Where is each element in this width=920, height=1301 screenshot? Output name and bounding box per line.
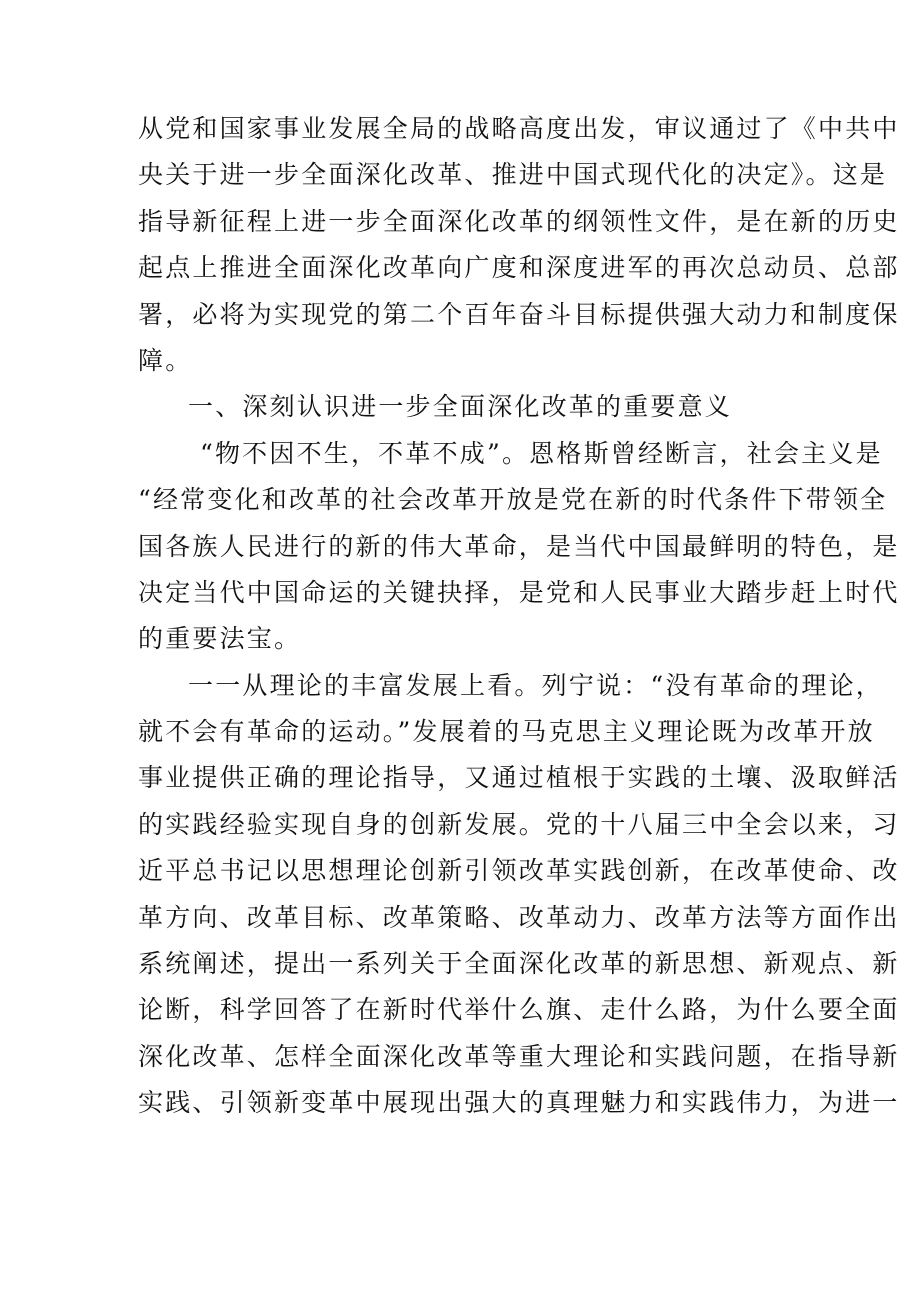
text-line: 国各族人民进行的新的伟大革命，是当代中国最鲜明的特色，是	[138, 531, 900, 561]
paragraph-intro	[138, 106, 900, 384]
text-line: 一一从理论的丰富发展上看。列宁说：“没有革命的理论，	[188, 670, 883, 700]
text-line: 近平总书记以思想理论创新引领改革实践创新，在改革使命、改	[138, 856, 900, 886]
text-line: 深化改革、怎样全面深化改革等重大理论和实践问题，在指导新	[138, 1041, 900, 1071]
text-line: 决定当代中国命运的关键抉择，是党和人民事业大踏步赶上时代	[138, 577, 900, 607]
text-line: 论断，科学回答了在新时代举什么旗、走什么路，为什么要全面	[138, 995, 900, 1025]
text-line: “物不因不生，不革不成”。恩格斯曾经断言，社会主义是	[200, 438, 883, 468]
text-line: 革方向、改革目标、改革策略、改革动力、改革方法等方面作出	[138, 902, 900, 932]
paragraph-quote	[138, 431, 900, 663]
section-heading	[138, 384, 786, 430]
text-line: 就不会有革命的运动。”发展着的马克思主义理论既为改革开放	[138, 717, 875, 747]
document-body	[138, 106, 900, 1127]
text-line: 的重要法宝。	[138, 624, 302, 654]
text-line: 的实践经验实现自身的创新发展。党的十八届三中全会以来，习	[138, 809, 900, 839]
text-line: 署，必将为实现党的第二个百年奋斗目标提供强大动力和制度保	[138, 299, 900, 329]
text-line: 央关于进一步全面深化改革、推进中国式现代化的决定》。这是	[138, 160, 888, 190]
text-line: 指导新征程上进一步全面深化改革的纲领性文件，是在新的历史	[138, 206, 900, 236]
text-line: 事业提供正确的理论指导，又通过植根于实践的土壤、汲取鲜活	[138, 763, 900, 793]
text-line: 从党和国家事业发展全局的战略高度出发，审议通过了《中共中	[138, 114, 900, 143]
text-line: 实践、引领新变革中展现出强大的真理魅力和实践伟力，为进一	[138, 1088, 900, 1118]
text-line: 系统阐述，提出一系列关于全面深化改革的新思想、新观点、新	[138, 949, 900, 979]
heading-text: 一、深刻认识进一步全面深化改革的重要意义	[188, 392, 733, 422]
paragraph-theory	[138, 663, 900, 1127]
text-line: 起点上推进全面深化改革向广度和深度进军的再次总动员、总部	[138, 253, 900, 283]
text-line: “经常变化和改革的社会改革开放是党在新的时代条件下带领全	[138, 485, 888, 515]
text-line: 障。	[138, 345, 193, 375]
